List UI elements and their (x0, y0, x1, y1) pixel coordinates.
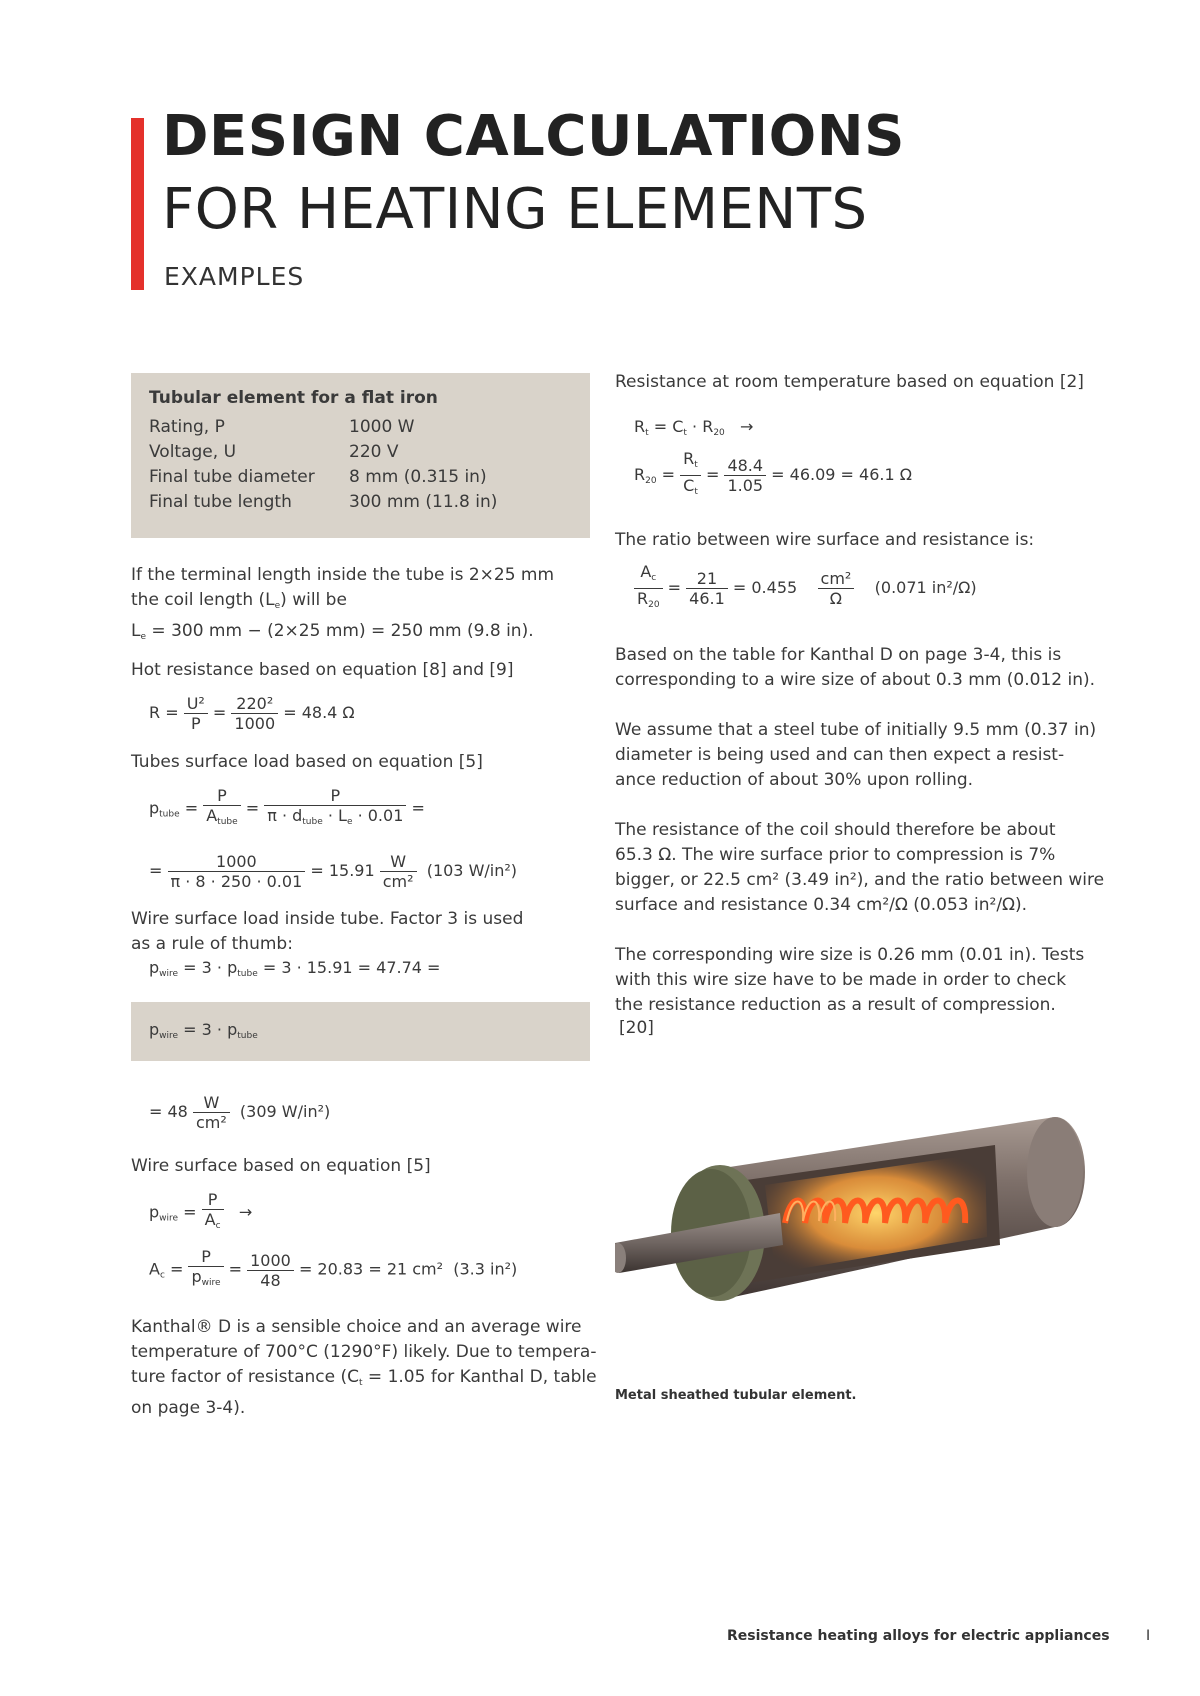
room-resistance-heading: Resistance at room temperature based on equation [2] (615, 372, 1084, 392)
figure-caption: Metal sheathed tubular element. (615, 1388, 857, 1403)
coil-paragraph: The resistance of the coil should therefore be about 65.3 Ω. The wire surface prior to compression is 7% bigger, or 22.5 cm² (3.49 in²), and the ratio between wire surface and resistance 0.34 cm²/Ω (0.053 in²/Ω). (615, 820, 1105, 915)
equation-number: [20] (619, 1018, 654, 1038)
equation-wire-load-value: = 48 $\frac{W}{\text{cm²}}$ (309 W/in²) (149, 1093, 331, 1132)
spec-box-title: Tubular element for a flat iron (149, 388, 438, 408)
tube-load-heading: Tubes surface load based on equation [5] (131, 752, 483, 772)
tubular-element-illustration (615, 1105, 1085, 1320)
title-accent-bar (131, 118, 144, 290)
wire-size-paragraph: The corresponding wire size is 0.26 mm (0.01 in). Tests with this wire size have to be made in order to check the resistance reduction as a result of compression. (615, 945, 1085, 1015)
spec-box: Tubular element for a flat iron Rating, P 1000 W Voltage, U 220 V Final tube diameter 8 mm (0.315 in) Final tube length 300 mm (11.8 in) (131, 373, 590, 538)
equation-rt: $R_t = C_t \cdot R_{20}$ → (634, 417, 754, 438)
equation-r20: $R_{20}$ = $\frac{R_t}{C_t}$ = $\frac{48.4}{1.05}$ = 46.09 = 46.1 Ω (634, 449, 912, 497)
coil-length-paragraph: If the terminal length inside the tube is 2×25 mm the coil length $(L_e)$ will be $L_e = 300$ mm − (2×25 mm) = 250 mm (9.8 in). (131, 565, 555, 642)
equation-ac: $A_c$ = $\frac{P}{p_{wire}}$ = $\frac{1000}{48}$ = 20.83 = 21 cm² (3.3 in²) (149, 1247, 518, 1290)
equation-tube-load: $p_{tube}$ = $\frac{P}{A_{tube}}$ = $\frac{P}{\pi \cdot d_{tube} \cdot L_e \cdot 0.01}$ = (149, 786, 425, 827)
subtitle: EXAMPLES (164, 262, 305, 291)
page-number: I (1146, 1628, 1151, 1644)
tube-paragraph: We assume that a steel tube of initially 9.5 mm (0.37 in) diameter is being used and can then expect a resist- ance reduction of about 30% upon rolling. (615, 720, 1097, 790)
hot-resistance-heading: Hot resistance based on equation [8] and [9] (131, 660, 514, 680)
equation-ratio: $\frac{A_c}{R_{20}}$ = $\frac{21}{46.1}$ = 0.455 $\frac{\text{cm²}}{\Omega}$ (0.071 in²/Ω) (634, 562, 977, 615)
title-line-2: FOR HEATING ELEMENTS (162, 177, 868, 242)
equation-hot-resistance: R = $\frac{\text{U²}}{P}$ = $\frac{\text{220²}}{1000}$ = 48.4 Ω (149, 694, 355, 733)
table-paragraph: Based on the table for Kanthal D on page 3-4, this is corresponding to a wire size of about 0.3 mm (0.012 in). (615, 645, 1096, 690)
ratio-intro: The ratio between wire surface and resistance is: (615, 530, 1035, 550)
title-line-1: DESIGN CALCULATIONS (162, 104, 905, 169)
equation-tube-load-value: = $\frac{1000}{\pi \cdot 8 \cdot 250 \cdot 0.01}$ = 15.91 $\frac{W}{\text{cm²}}$ (103 W/in²) (149, 852, 518, 891)
equation-wire-load: $p_{wire} = 3 \cdot p_{tube} = 3 \cdot 15.91 = 47.74$ = (149, 958, 441, 979)
equation-20-box: $p_{wire} = 3 \cdot p_{tube}$ [20] (131, 1002, 590, 1061)
kanthal-paragraph: Kanthal® D is a sensible choice and an average wire temperature of 700°C (1290°F) likely. Due to tempera- ture factor of resistance ($C_t = 1.05$ for Kanthal D, table on page 3-4). (131, 1317, 597, 1418)
wire-surface-heading: Wire surface based on equation [5] (131, 1156, 431, 1176)
footer-text: Resistance heating alloys for electric appliances (727, 1628, 1110, 1644)
equation-wire-surface: $p_{wire}$ = $\frac{P}{A_c}$ → (149, 1190, 253, 1231)
wire-load-paragraph: Wire surface load inside tube. Factor 3 is used as a rule of thumb: (131, 909, 524, 954)
